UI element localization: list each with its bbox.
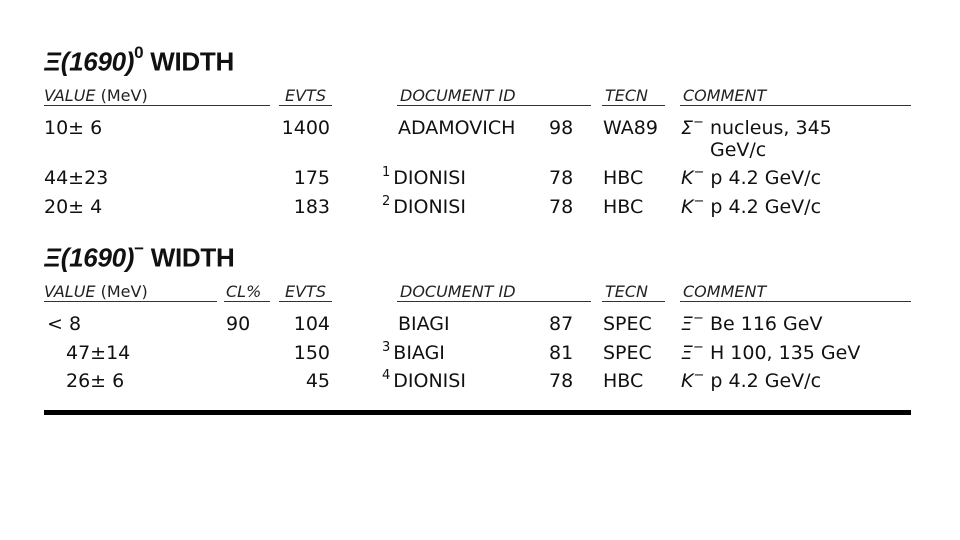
section1-header-comment: COMMENT xyxy=(683,86,767,105)
comment-particle: Σ xyxy=(681,117,694,139)
table-cell-document xyxy=(382,167,466,189)
section1-rule-tecn xyxy=(602,105,665,106)
section2-title-suffix: WIDTH xyxy=(143,242,235,273)
table-cell-comment-continuation: GeV/c xyxy=(710,139,767,161)
document-id: BIAGI xyxy=(393,342,445,364)
document-id: DIONISI xyxy=(393,196,466,218)
table-cell-evts: 150 xyxy=(293,342,330,364)
comment-charge: − xyxy=(693,311,704,326)
section2-title xyxy=(44,239,235,274)
table-cell-comment xyxy=(681,196,821,218)
section1-title-suffix: WIDTH xyxy=(143,46,234,77)
section1-title xyxy=(44,43,234,78)
table-cell-evts: 1400 xyxy=(281,117,330,139)
table-cell-evts: 45 xyxy=(305,370,330,392)
table-cell-value: 20± 4 xyxy=(44,196,103,218)
section2-header-comment: COMMENT xyxy=(683,282,767,301)
comment-text: nucleus, 345 xyxy=(703,117,832,139)
comment-text: p 4.2 GeV/c xyxy=(704,370,822,392)
footnote-marker: 4 xyxy=(382,368,391,383)
table-cell-tecn: HBC xyxy=(603,167,644,189)
table-cell-value: < 8 xyxy=(47,313,82,335)
footnote-marker: 2 xyxy=(382,194,391,209)
comment-text: Be 116 GeV xyxy=(703,313,823,335)
table-cell-cl: 90 xyxy=(226,313,251,335)
table-cell-comment xyxy=(681,313,822,335)
table-cell-tecn: HBC xyxy=(603,196,644,218)
section1-rule-document xyxy=(397,105,591,106)
table-cell-year: 87 xyxy=(549,313,574,335)
section2-header-evts: EVTS xyxy=(285,282,326,301)
section2-title-base: Ξ(1690) xyxy=(44,242,135,273)
comment-particle: K xyxy=(681,167,694,189)
comment-charge: − xyxy=(693,340,704,355)
bottom-rule xyxy=(44,410,911,415)
section2-rule-document xyxy=(397,301,591,302)
comment-particle: K xyxy=(681,196,694,218)
table-cell-evts: 175 xyxy=(293,167,330,189)
comment-particle: K xyxy=(681,370,694,392)
table-cell-value: 10± 6 xyxy=(44,117,103,139)
section2-header-value xyxy=(44,282,148,301)
header-value-label: VALUE xyxy=(44,282,96,301)
comment-charge: − xyxy=(693,115,704,130)
comment-particle: Ξ xyxy=(681,313,694,335)
comment-particle: Ξ xyxy=(681,342,694,364)
section1-header-value xyxy=(44,86,148,105)
section2-header-cl: CL% xyxy=(226,282,262,301)
section2-header-document-id: DOCUMENT ID xyxy=(400,282,516,301)
section1-title-charge: 0 xyxy=(134,43,144,62)
header-value-unit: (MeV) xyxy=(95,86,148,105)
footnote-marker: 1 xyxy=(382,165,391,180)
table-cell-year: 98 xyxy=(549,117,574,139)
section2-rule-evts xyxy=(279,301,332,302)
table-cell-evts: 183 xyxy=(293,196,330,218)
section1-header-tecn: TECN xyxy=(605,86,649,105)
comment-charge: − xyxy=(693,165,705,180)
table-cell-value: 44±23 xyxy=(44,167,109,189)
comment-charge: − xyxy=(693,194,705,209)
section1-header-document-id: DOCUMENT ID xyxy=(400,86,516,105)
table-cell-document: ADAMOVICH xyxy=(398,117,516,139)
section1-rule-evts xyxy=(279,105,332,106)
comment-text: p 4.2 GeV/c xyxy=(704,167,822,189)
table-cell-value: 47±14 xyxy=(66,342,131,364)
table-cell-tecn: WA89 xyxy=(603,117,658,139)
table-cell-document xyxy=(382,370,466,392)
table-cell-comment xyxy=(681,117,832,139)
section2-title-charge: − xyxy=(134,239,144,258)
section1-title-base: Ξ(1690) xyxy=(44,46,135,77)
section1-rule-comment xyxy=(680,105,911,106)
table-cell-year: 78 xyxy=(549,196,574,218)
table-cell-year: 81 xyxy=(549,342,574,364)
table-cell-year: 78 xyxy=(549,167,574,189)
table-cell-comment xyxy=(681,370,821,392)
table-cell-tecn: HBC xyxy=(603,370,644,392)
table-cell-document: BIAGI xyxy=(398,313,450,335)
comment-text: p 4.2 GeV/c xyxy=(704,196,822,218)
section1-rule-value xyxy=(44,105,270,106)
table-cell-year: 78 xyxy=(549,370,574,392)
table-cell-comment xyxy=(681,342,860,364)
table-cell-comment xyxy=(681,167,821,189)
table-cell-tecn: SPEC xyxy=(603,342,652,364)
section2-header-tecn: TECN xyxy=(605,282,649,301)
header-value-label: VALUE xyxy=(44,86,96,105)
table-cell-document xyxy=(382,342,445,364)
section2-rule-value xyxy=(44,301,217,302)
document-id: DIONISI xyxy=(393,370,466,392)
table-cell-value: 26± 6 xyxy=(66,370,125,392)
comment-charge: − xyxy=(693,368,705,383)
table-cell-tecn: SPEC xyxy=(603,313,652,335)
section2-rule-tecn xyxy=(602,301,665,302)
document-id: DIONISI xyxy=(393,167,466,189)
section1-header-evts: EVTS xyxy=(285,86,326,105)
header-value-unit: (MeV) xyxy=(95,282,148,301)
table-cell-evts: 104 xyxy=(293,313,330,335)
section2-rule-comment xyxy=(680,301,911,302)
footnote-marker: 3 xyxy=(382,340,391,355)
comment-text: H 100, 135 GeV xyxy=(703,342,861,364)
table-cell-document xyxy=(382,196,466,218)
section2-rule-cl xyxy=(224,301,270,302)
